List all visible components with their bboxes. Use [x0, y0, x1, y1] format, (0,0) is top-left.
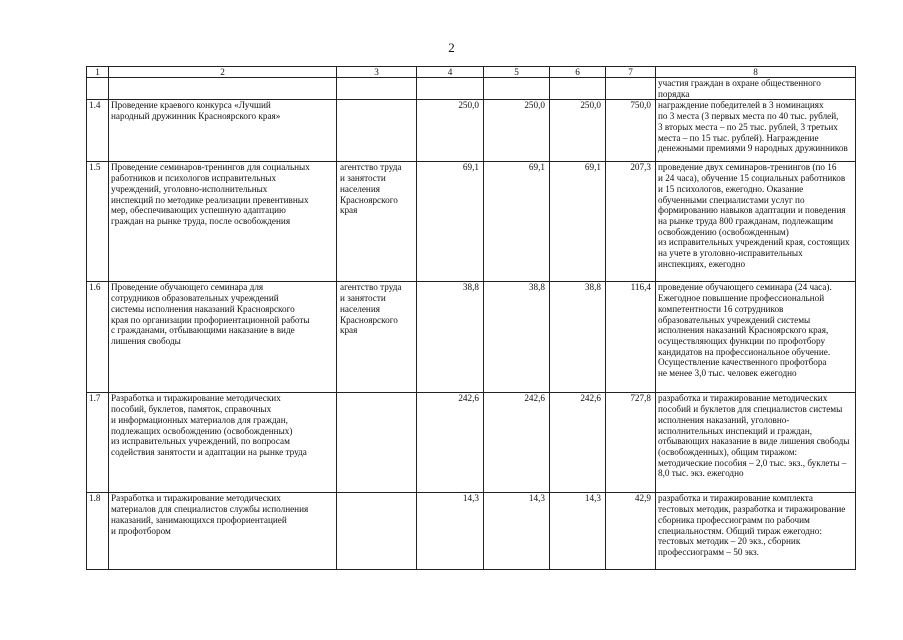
expected-result-line: (освобожденных), общим тиражом: [658, 446, 798, 457]
item-name-line: содействия занятости и адаптации на рынке труда [111, 446, 307, 457]
item-name-line: наказаний, занимающихся профориентацией [111, 514, 287, 525]
item-name-line: из исправительных учреждений, по вопросам [111, 436, 290, 447]
expected-result-line: инспекциях, ежегодно [658, 258, 746, 269]
header-cell: 1 [87, 67, 109, 78]
header-cell: 6 [550, 67, 606, 78]
value-year-2: 14,3 [484, 493, 550, 570]
page-number: 2 [448, 40, 455, 55]
item-name [109, 162, 337, 282]
expected-result-line: отбывающих наказание в виде лишения свободы [658, 436, 850, 447]
header-cell: 3 [337, 67, 417, 78]
executor-line: края [340, 205, 358, 216]
executor [337, 282, 417, 393]
item-name [109, 493, 337, 570]
expected-result-line: освобождению (освобожденным) [658, 226, 789, 237]
expected-result-line: сборника профессиограмм по рабочим [658, 514, 810, 525]
value-year-3 [550, 78, 606, 100]
expected-result-line: исполнительных инспекций и граждан, [658, 425, 813, 436]
expected-result-line: участия граждан в охране общественного [658, 78, 821, 88]
item-name-line: и информационных материалов для граждан, [111, 414, 288, 425]
table-row [87, 78, 856, 100]
executor-line: населения [340, 303, 380, 314]
executor-line: агентство труда [340, 162, 402, 173]
item-name-line: мер, обеспечивающих успешную адаптацию [111, 205, 286, 216]
expected-result-line: из исправительных учреждений края, состоящих [658, 237, 850, 248]
executor-line: Красноярского [340, 194, 398, 205]
item-name-line: Разработка и тиражирование методических [111, 493, 281, 504]
expected-result-line: пособий и буклетов для специалистов системы [658, 404, 843, 415]
executor-line: населения [340, 183, 380, 194]
expected-result-line: исполнения наказаний, уголовно- [658, 414, 790, 425]
expected-result-line: не менее 3,0 тыс. человек ежегодно [658, 368, 797, 379]
expected-result [656, 282, 856, 393]
expected-result-line: профессиограмм – 50 экз. [658, 546, 759, 557]
expected-result-line: формированию навыков адаптации и поведения [658, 205, 846, 216]
expected-result-line: 3 вторых места – по 25 тыс. рублей, 3 третьих [658, 121, 838, 132]
expected-result-line: исполнения наказаний Красноярского края, [658, 325, 829, 336]
executor [337, 393, 417, 493]
value-year-3: 14,3 [550, 493, 606, 570]
expected-result-line: по 3 места (3 первых места по 40 тыс. рублей, [658, 111, 839, 122]
item-name-line: сотрудников образовательных учреждений [111, 293, 279, 304]
expected-result-line: на рынке труда 800 гражданам, подлежащим [658, 215, 834, 226]
item-number: 1.6 [87, 282, 109, 393]
item-number: 1.8 [87, 493, 109, 570]
expected-result [656, 393, 856, 493]
table-row [87, 493, 856, 570]
value-total: 116,4 [606, 282, 656, 393]
value-total: 42,9 [606, 493, 656, 570]
item-name-line: системы исполнения наказаний Красноярского [111, 303, 295, 314]
table-row [87, 393, 856, 493]
value-year-3: 69,1 [550, 162, 606, 282]
executor [337, 78, 417, 100]
executor-line: агентство труда [340, 282, 402, 293]
header-cell: 7 [606, 67, 656, 78]
expected-result-line: 8,0 тыс. экз. ежегодно [658, 468, 744, 479]
value-year-2: 38,8 [484, 282, 550, 393]
expected-result-line: обученными специалистами услуг по [658, 194, 805, 205]
executor [337, 162, 417, 282]
expected-result-line: порядка [658, 88, 690, 99]
expected-result-line: тестовых методик, разработка и тиражирование [658, 504, 846, 515]
value-year-2: 69,1 [484, 162, 550, 282]
expected-result-line: награждение победителей в 3 номинациях [658, 100, 824, 111]
header-cell: 2 [109, 67, 337, 78]
expected-result-line: разработка и тиражирование комплекта [658, 493, 813, 504]
program-table [86, 66, 856, 570]
value-year-2 [484, 78, 550, 100]
item-number: 1.7 [87, 393, 109, 493]
value-total: 727,8 [606, 393, 656, 493]
value-year-2: 250,0 [484, 100, 550, 162]
value-year-2: 242,6 [484, 393, 550, 493]
header-row [87, 67, 856, 78]
expected-result-line: осуществляющих функции по профотбору [658, 335, 826, 346]
value-year-3: 38,8 [550, 282, 606, 393]
item-name-line: Проведение краевого конкурса «Лучший [111, 100, 271, 111]
value-year-1: 14,3 [417, 493, 484, 570]
item-name [109, 78, 337, 100]
expected-result-line: методические пособия – 2,0 тыс. экз., буклеты – [658, 457, 847, 468]
item-name-line: подлежащих освобождению (освобожденных) [111, 425, 293, 436]
expected-result [656, 100, 856, 162]
item-name-line: пособий, буклетов, памяток, справочных [111, 404, 272, 415]
value-total: 750,0 [606, 100, 656, 162]
executor [337, 493, 417, 570]
item-name-line: учреждений, уголовно-исполнительных [111, 183, 268, 194]
item-name-line: края по организации профориентационной работы [111, 314, 310, 325]
item-number [87, 78, 109, 100]
executor-line: края [340, 325, 358, 336]
table-row [87, 282, 856, 393]
item-name-line: граждан на рынке труда, после освобождения [111, 215, 291, 226]
expected-result-line: проведение двух семинаров-тренингов (по 16 [658, 162, 837, 173]
item-name-line: материалов для специалистов службы исполнения [111, 504, 309, 515]
executor-line: и занятости [340, 173, 386, 184]
item-name-line: и профотбором [111, 525, 171, 536]
value-year-1: 250,0 [417, 100, 484, 162]
expected-result-line: образовательных учреждений системы [658, 314, 811, 325]
value-total [606, 78, 656, 100]
expected-result-line: на учете в уголовно-исправительных [658, 248, 803, 259]
executor-line: Красноярского [340, 314, 398, 325]
item-name-line: лишения свободы [111, 335, 181, 346]
header-cell: 4 [417, 67, 484, 78]
expected-result-line: проведение обучающего семинара (24 часа). [658, 282, 832, 293]
value-year-3: 250,0 [550, 100, 606, 162]
expected-result-line: и 15 психологов, ежегодно. Оказание [658, 183, 804, 194]
table-row [87, 100, 856, 162]
expected-result-line: Ежегодное повышение профессиональной [658, 293, 825, 304]
expected-result-line: разработка и тиражирование методических [658, 393, 828, 404]
item-name-line: Проведение семинаров-тренингов для социальных [111, 162, 310, 173]
value-year-1: 242,6 [417, 393, 484, 493]
expected-result-line: компетентности 16 сотрудников [658, 303, 784, 314]
value-year-1: 38,8 [417, 282, 484, 393]
value-year-1 [417, 78, 484, 100]
table-row [87, 162, 856, 282]
item-number: 1.5 [87, 162, 109, 282]
executor-line: и занятости [340, 293, 386, 304]
item-name-line: Проведение обучающего семинара для [111, 282, 264, 293]
value-total: 207,3 [606, 162, 656, 282]
header-cell: 8 [656, 67, 856, 78]
expected-result-line: денежными премиями 9 народных дружинников [658, 143, 848, 154]
executor [337, 100, 417, 162]
item-name-line: работников и психологов исправительных [111, 173, 277, 184]
item-name-line: с гражданами, отбывающими наказание в виде [111, 325, 295, 336]
expected-result [656, 78, 856, 100]
item-name-line: народный дружинник Красноярского края» [111, 111, 281, 122]
item-name [109, 100, 337, 162]
expected-result-line: кандидатов на профессиональное обучение. [658, 346, 831, 357]
expected-result-line: Осуществление качественного профотбора [658, 357, 827, 368]
value-year-3: 242,6 [550, 393, 606, 493]
item-name [109, 393, 337, 493]
value-year-1: 69,1 [417, 162, 484, 282]
expected-result-line: тестовых методик – 20 экз., сборник [658, 536, 801, 547]
expected-result [656, 493, 856, 570]
item-name-line: инспекций по методике реализации превентивных [111, 194, 309, 205]
item-name [109, 282, 337, 393]
header-cell: 5 [484, 67, 550, 78]
expected-result-line: специальностям. Общий тираж ежегодно: [658, 525, 822, 536]
expected-result [656, 162, 856, 282]
expected-result-line: и 24 часа), обучение 15 социальных работников [658, 173, 846, 184]
expected-result-line: места – по 15 тыс. рублей). Награждение [658, 132, 819, 143]
item-number: 1.4 [87, 100, 109, 162]
item-name-line: Разработка и тиражирование методических [111, 393, 281, 404]
